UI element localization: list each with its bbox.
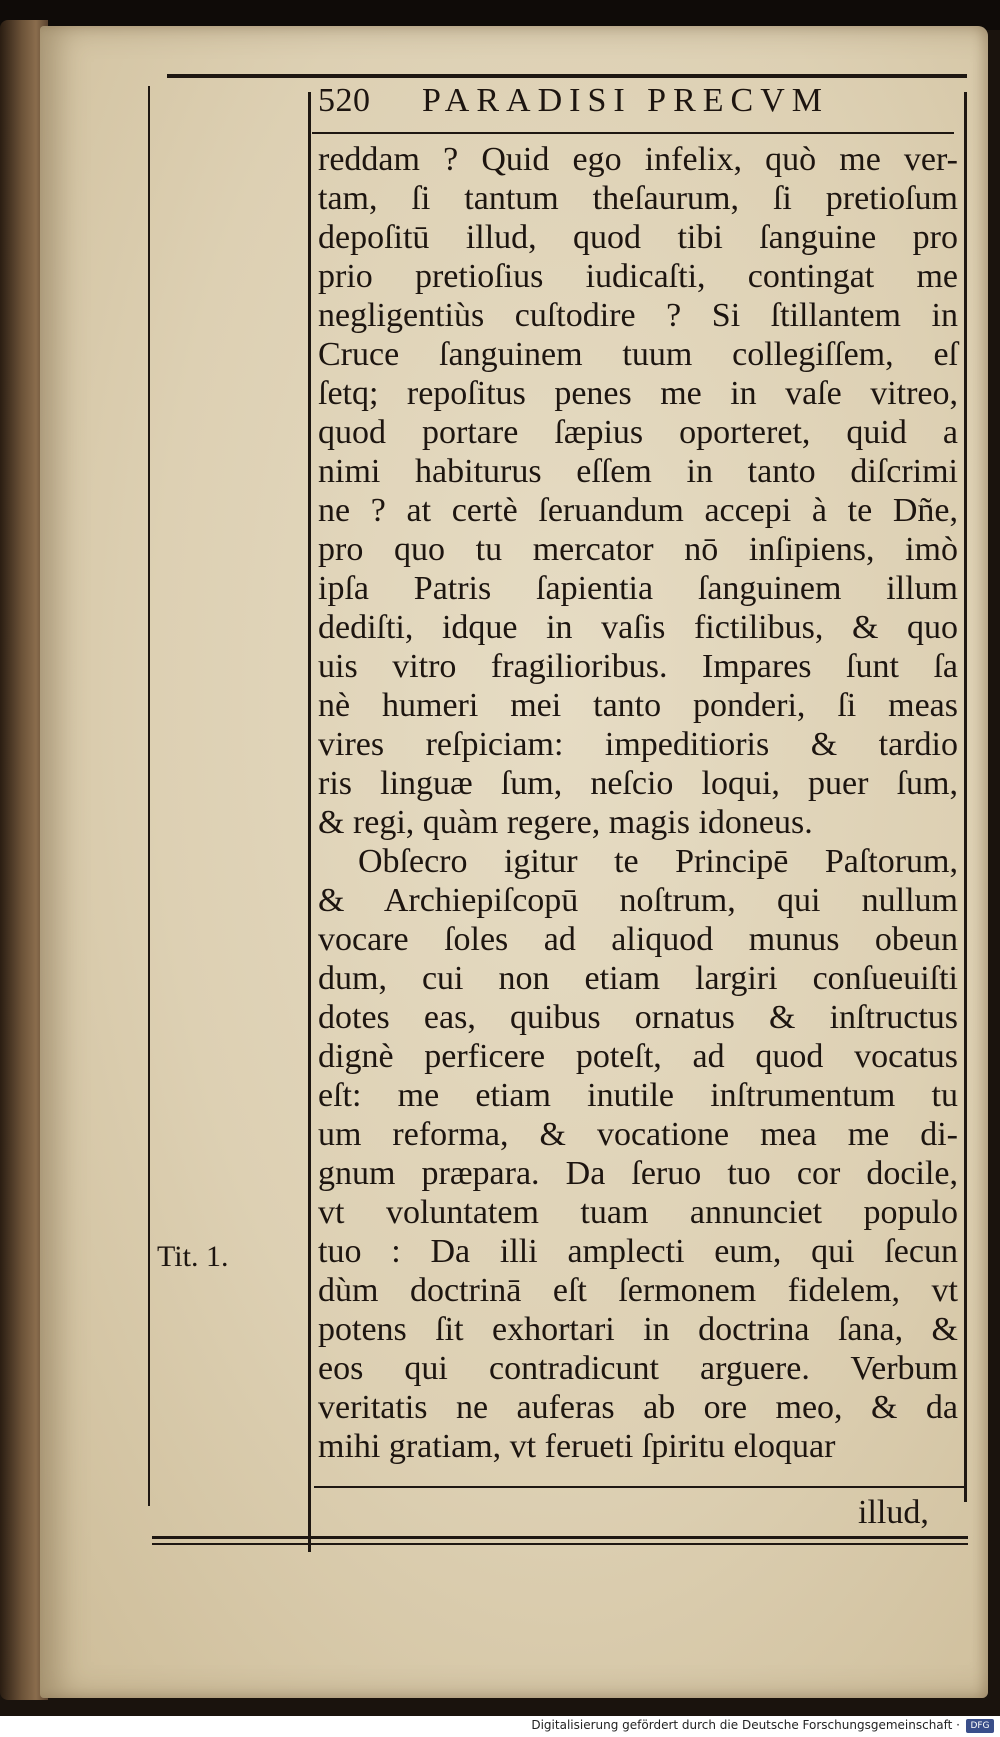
text-line: gnum præpara. Da ſeruo tuo cor docile, xyxy=(318,1155,958,1192)
text-line: negligentiùs cuſtodire ? Si ſtillantem in xyxy=(318,297,958,334)
text-line: eſt: me etiam inutile inſtrumentum tu xyxy=(318,1077,958,1114)
bottom-rule-thick xyxy=(152,1536,968,1539)
marginal-note: Tit. 1. xyxy=(157,1240,229,1273)
text-line: eos qui contradicunt arguere. Verbum xyxy=(318,1350,958,1387)
text-line: um reforma, & vocatione mea me di- xyxy=(318,1116,958,1153)
margin-rule xyxy=(148,86,150,1506)
dfg-logo: DFG xyxy=(966,1719,994,1733)
body-text xyxy=(318,140,958,1466)
running-head xyxy=(318,82,958,128)
text-line: dùm doctrinā eſt ſermonem fidelem, vt xyxy=(318,1272,958,1309)
text-line: depoſitū illud, quod tibi ſanguine pro xyxy=(318,219,958,256)
text-line: & regi, quàm regere, magis idoneus. xyxy=(318,804,813,841)
top-rule xyxy=(167,74,967,78)
text-line: tam, ſi tantum theſaurum, ſi pretioſum xyxy=(318,180,958,217)
text-line: ſetq; repoſitus penes me in vaſe vitreo, xyxy=(318,375,958,412)
text-line: uis vitro fragilioribus. Impares ſunt ſa xyxy=(318,648,958,685)
running-title: PARADISI PRECVM xyxy=(422,82,829,119)
text-line: dum, cui non etiam largiri conſueuiſti xyxy=(318,960,958,997)
text-line: vt voluntatem tuam annunciet populo xyxy=(318,1194,958,1231)
text-line: Obſecro igitur te Principē Paſtorum, xyxy=(358,843,958,880)
text-line: mihi gratiam, vt ferueti ſpiritu eloquar xyxy=(318,1428,836,1465)
text-line: potens ſit exhortari in doctrina ſana, & xyxy=(318,1311,958,1348)
text-line: ipſa Patris ſapientia ſanguinem illum xyxy=(318,570,958,607)
text-line: dignè perficere poteſt, ad quod vocatus xyxy=(318,1038,958,1075)
funding-credit: Digitalisierung gefördert durch die Deutsche Forschungsgemeinschaft · xyxy=(531,1718,960,1732)
bottom-rule-thin xyxy=(152,1543,968,1545)
header-rule xyxy=(312,132,954,134)
text-line: vires reſpiciam: impeditioris & tardio xyxy=(318,726,958,763)
text-line: tuo : Da illi amplecti eum, qui ſecun xyxy=(318,1233,958,1270)
text-line: nè humeri mei tanto ponderi, ſi meas xyxy=(318,687,958,724)
text-frame-left-rule xyxy=(308,92,311,1552)
text-line: vocare ſoles ad aliquod munus obeun xyxy=(318,921,958,958)
catchword: illud, xyxy=(858,1494,929,1531)
footer-bar xyxy=(0,1716,1000,1737)
text-frame-right-rule xyxy=(964,92,967,1502)
text-line: reddam ? Quid ego infelix, quò me ver- xyxy=(318,141,958,178)
text-line: Cruce ſanguinem tuum collegiſſem, eſ xyxy=(318,336,958,373)
text-line: nimi habiturus eſſem in tanto diſcrimi xyxy=(318,453,958,490)
text-line: ne ? at certè ſeruandum accepi à te Dñe, xyxy=(318,492,958,529)
text-line: veritatis ne auferas ab ore meo, & da xyxy=(318,1389,958,1426)
page-number: 520 xyxy=(318,82,371,119)
text-line: dotes eas, quibus ornatus & inſtructus xyxy=(318,999,958,1036)
text-line: dediſti, idque in vaſis fictilibus, & quo xyxy=(318,609,958,646)
text-line: quod portare ſæpius oporteret, quid a xyxy=(318,414,958,451)
text-line: ris linguæ ſum, neſcio loqui, puer ſum, xyxy=(318,765,958,802)
text-line: & Archiepiſcopū noſtrum, qui nullum xyxy=(318,882,958,919)
text-frame-bottom-rule xyxy=(314,1486,964,1488)
text-line: prio pretioſius iudicaſti, contingat me xyxy=(318,258,958,295)
text-line: pro quo tu mercator nō inſipiens, imò xyxy=(318,531,958,568)
